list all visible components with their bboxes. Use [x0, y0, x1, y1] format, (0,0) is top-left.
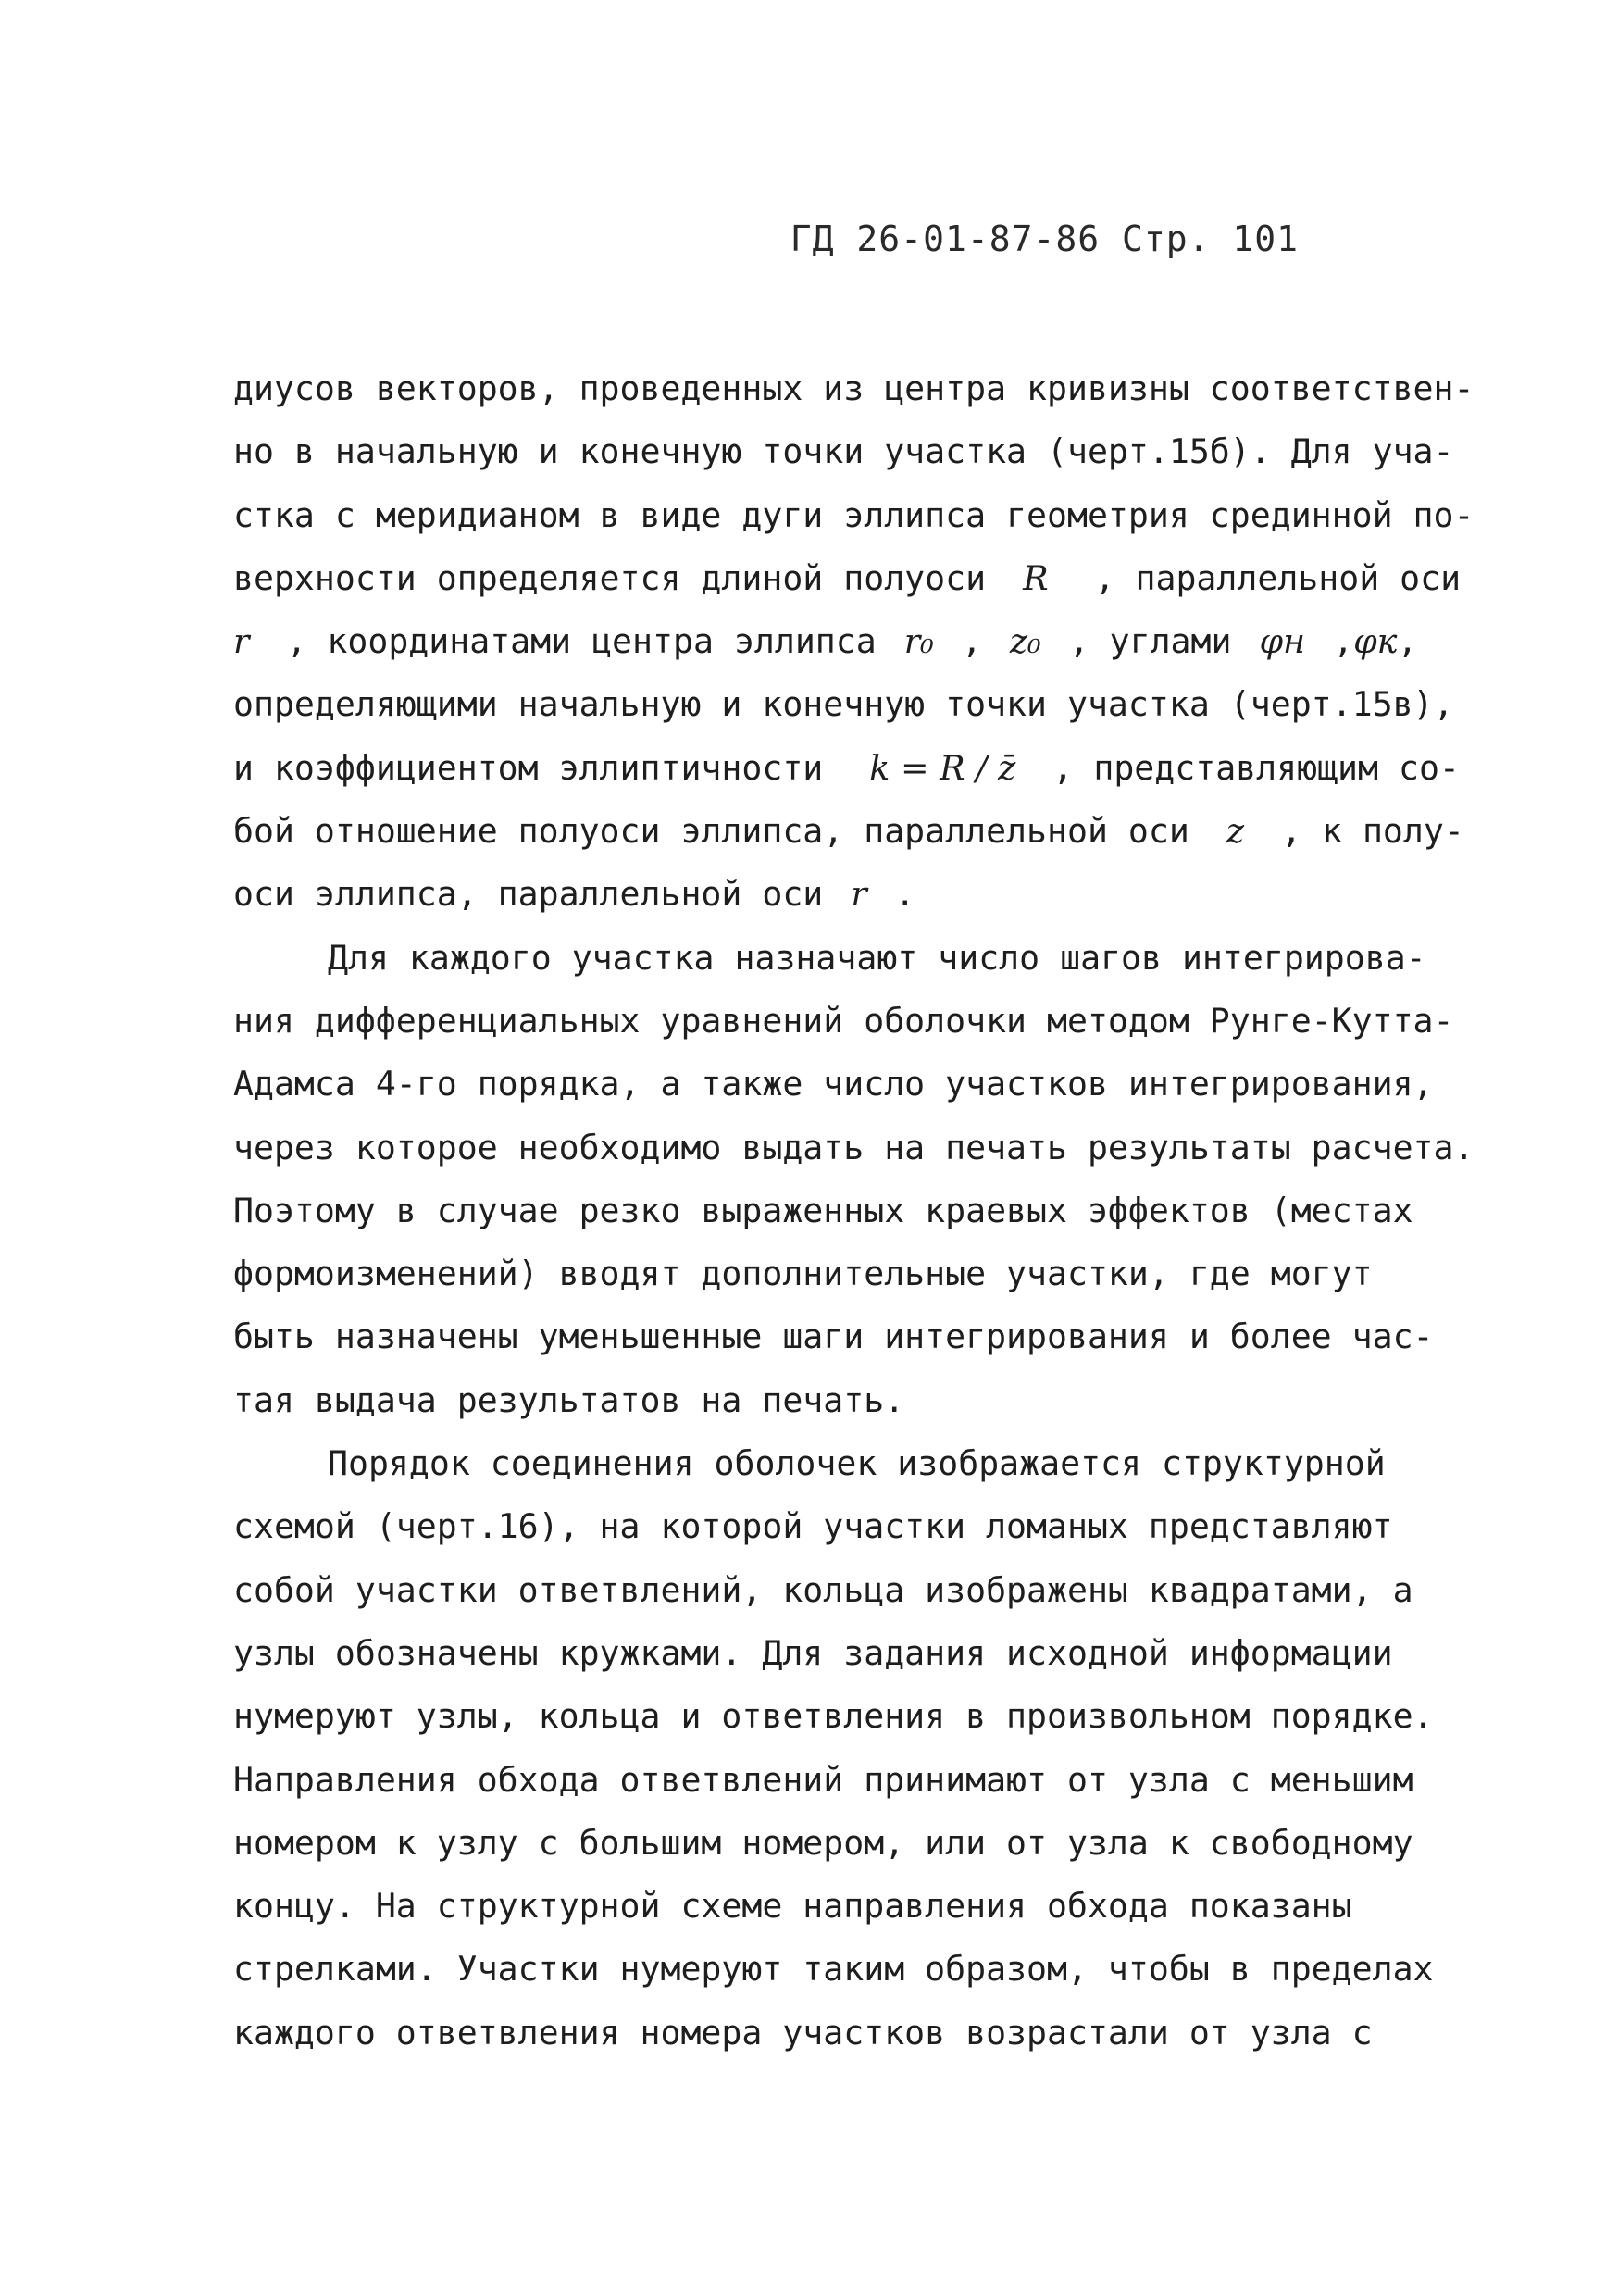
text-fragment: , параллельной оси: [1094, 557, 1462, 598]
text-line: нумеруют узлы, кольца и ответвления в произвольном порядке.: [233, 1696, 1434, 1737]
text-line: диусов векторов, проведенных из центра кривизны соответствен-: [233, 368, 1475, 408]
text-line: [233, 800, 1464, 863]
text-line: быть назначены уменьшенные шаги интегрирования и более час-: [233, 1316, 1434, 1357]
text-fragment: , координатами центра эллипса: [286, 621, 877, 662]
text-line: номером к узлу с большим номером, или от узла к свободному: [233, 1822, 1413, 1863]
text-line: Адамса 4-го порядка, а также число участков интегрирования,: [233, 1064, 1434, 1104]
text-line: стрелками. Участки нумеруют таким образом, чтобы в пределах: [233, 1949, 1434, 1990]
text-line: каждого ответвления номера участков возрастали от узла с: [233, 2012, 1373, 2053]
text-line: но в начальную и конечную точки участка (черт.15б). Для уча-: [233, 431, 1454, 472]
text-line: узлы обозначены кружками. Для задания исходной информации: [233, 1632, 1393, 1673]
text-fragment: , углами: [1068, 621, 1232, 662]
text-fragment: ,: [1397, 621, 1418, 662]
text-line: через которое необходимо выдать на печать результаты расчета.: [233, 1127, 1475, 1167]
text-fragment: ,: [961, 621, 982, 662]
text-fragment: , к полу-: [1281, 811, 1464, 852]
text-fragment: ,: [1333, 621, 1354, 662]
math-symbol: r₀: [903, 621, 934, 662]
math-symbol: z: [1226, 811, 1245, 852]
text-line: ния дифференциальных уравнений оболочки методом Рунге-Кутта-: [233, 1000, 1454, 1041]
math-symbol: z₀: [1009, 621, 1041, 662]
text-line: собой участки ответвлений, кольца изображены квадратами, а: [233, 1569, 1413, 1610]
math-symbol: R: [1023, 557, 1049, 598]
text-line: определяющими начальную и конечную точки участка (черт.15в),: [233, 684, 1454, 725]
text-line: концу. На структурной схеме направления обхода показаны: [233, 1886, 1352, 1927]
text-line: Для каждого участка назначают число шагов интегрирова-: [328, 937, 1426, 978]
text-fragment: и коэффициентом эллиптичности: [233, 747, 824, 788]
text-line: формоизменений) вводят дополнительные участки, где могут: [233, 1254, 1373, 1294]
text-line: Поэтому в случае резко выраженных краевых эффектов (местах: [233, 1190, 1413, 1230]
text-line: тая выдача результатов на печать.: [233, 1379, 905, 1420]
text-line: [233, 863, 1427, 926]
page-header: ГД 26-01-87-86 Стр. 101: [790, 218, 1299, 259]
text-fragment: .: [894, 874, 915, 915]
text-line: стка с меридианом в виде дуги эллипса геометрия срединной по-: [233, 494, 1475, 535]
text-line: Порядок соединения оболочек изображается структурной: [328, 1443, 1386, 1484]
math-symbol: φк: [1353, 621, 1398, 662]
text-line: схемой (черт.16), на которой участки ломаных представляют: [233, 1506, 1393, 1547]
body-text: [233, 357, 1475, 2065]
text-fragment: оси эллипса, параллельной оси: [233, 874, 824, 915]
text-line: [233, 737, 1460, 800]
text-line: Направления обхода ответвлений принимают от узла с меньшим: [233, 1759, 1413, 1800]
math-symbol: r: [851, 874, 867, 915]
text-fragment: , представляющим со-: [1052, 747, 1460, 788]
math-symbol: φн: [1259, 621, 1306, 662]
math-symbol: k = R / z̄: [869, 747, 1016, 788]
text-line: [233, 547, 1462, 610]
text-fragment: бой отношение полуоси эллипса, параллельной оси: [233, 811, 1189, 852]
math-symbol: r: [233, 621, 250, 662]
text-fragment: верхности определяется длиной полуоси: [233, 557, 987, 598]
text-line: [233, 610, 1427, 673]
